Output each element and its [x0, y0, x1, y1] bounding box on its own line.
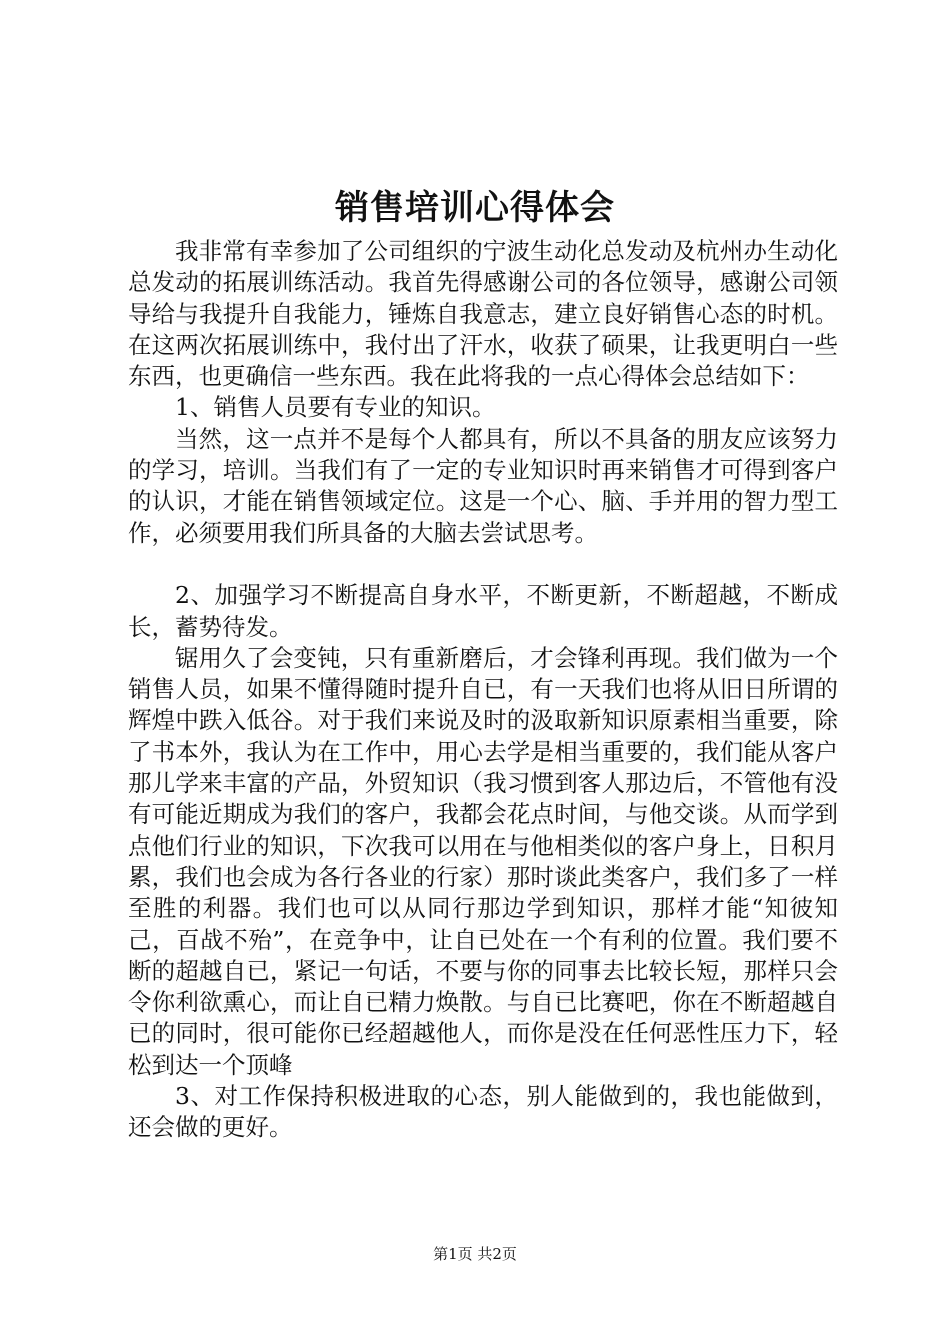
page-footer: 第1页 共2页: [433, 1245, 517, 1263]
paragraph-point-1-heading: 1、销售人员要有专业的知识。: [175, 393, 496, 422]
paragraph-spacer: [128, 549, 838, 580]
paragraph-intro: 我非常有幸参加了公司组织的宁波生动化总发动及杭州办生动化总发动的拓展训练活动。我首先得感谢公司的各位领导，感谢公司领导给与我提升自我能力，锤炼自我意志，建立良好销售心态的时机。在这两次拓展训练中，我付出了汗水，收获了硕果，让我更明白一些东西，也更确信一些东西。我在此将我的一点心得体会总结如下：: [128, 237, 838, 391]
document-body: [128, 236, 838, 1144]
paragraph-point-2-body: 锯用久了会变钝，只有重新磨后，才会锋利再现。我们做为一个销售人员，如果不懂得随时提升自已，有一天我们也将从旧日所谓的辉煌中跌入低谷。对于我们来说及时的汲取新知识原素相当重要，除了书本外，我认为在工作中，用心去学是相当重要的，我们能从客户那儿学来丰富的产品，外贸知识（我习惯到客人那边后，不管他有没有可能近期成为我们的客户，我都会花点时间，与他交谈。从而学到点他们行业的知识，下次我可以用在与他相类似的客户身上，日积月累，我们也会成为各行各业的行家）那时谈此类客户，我们多了一样至胜的利器。我们也可以从同行那边学到知识，那样才能“知彼知己，百战不殆”，在竞争中，让自已处在一个有利的位置。我们要不断的超越自已，紧记一句话，不要与你的同事去比较长短，那样只会令你利欲熏心，而让自已精力焕散。与自已比赛吧，你在不断超越自已的同时，很可能你已经超越他人，而你是没在任何恶性压力下，轻松到达一个顶峰: [128, 643, 838, 1079]
paragraph-point-1-body: 当然，这一点并不是每个人都具有，所以不具备的朋友应该努力的学习，培训。当我们有了一定的专业知识时再来销售才可得到客户的认识，才能在销售领域定位。这是一个心、脑、手并用的智力型工作，必须要用我们所具备的大脑去尝试思考。: [128, 424, 838, 547]
paragraph-point-3-heading: 3、对工作保持积极进取的心态，别人能做到的，我也能做到，还会做的更好。: [128, 1082, 838, 1142]
page-title: 销售培训心得体会: [335, 188, 615, 228]
paragraph-point-2-heading: 2、加强学习不断提高自身水平，不断更新，不断超越，不断成长，蓄势待发。: [128, 581, 838, 641]
